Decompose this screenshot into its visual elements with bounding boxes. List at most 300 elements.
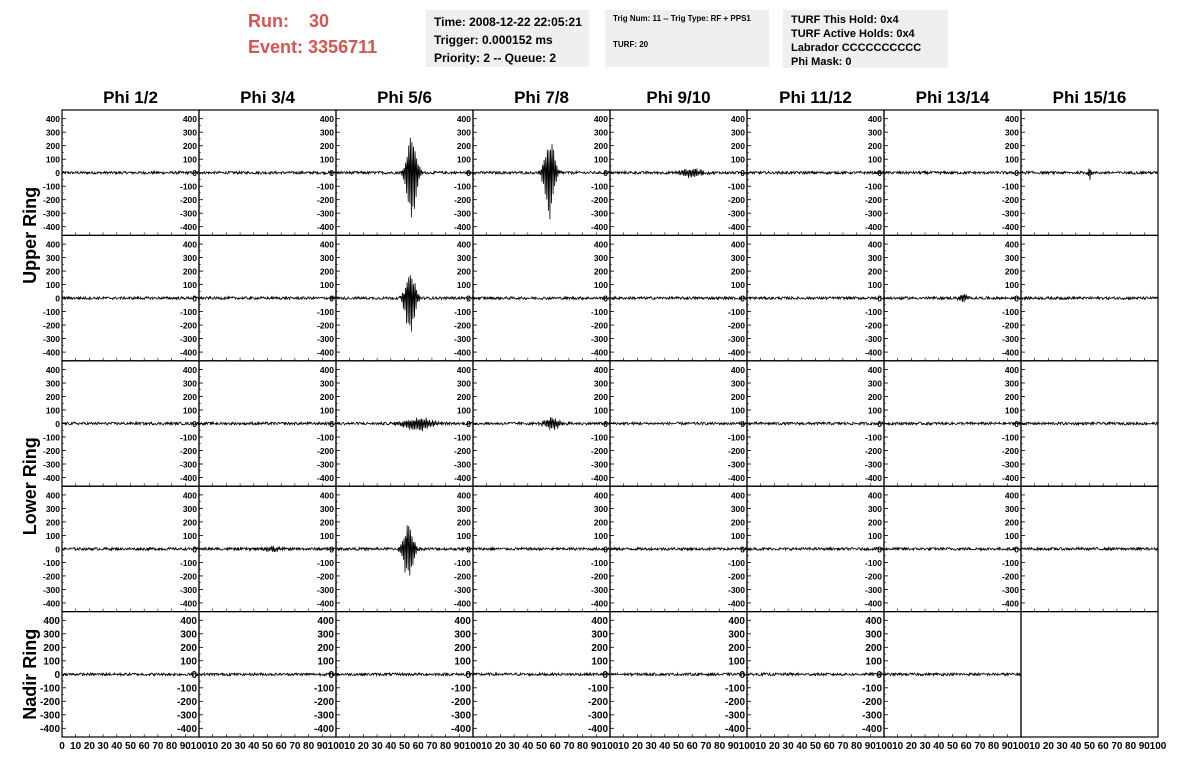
waveform-line-r3-c7 — [884, 422, 1021, 425]
y-tick-label: -200 — [1001, 195, 1019, 206]
y-tick-label: -200 — [453, 571, 471, 582]
waveform-line-r4-c2 — [199, 544, 336, 555]
y-tick-label: -300 — [179, 459, 197, 470]
x-tick-label: 10 — [344, 741, 356, 752]
y-tick-label: 200 — [319, 517, 334, 528]
x-tick-label: 100 — [601, 741, 619, 752]
y-tick-label: 0 — [1014, 544, 1019, 555]
y-tick-label: -100 — [42, 307, 60, 318]
y-tick-label: 400 — [182, 365, 197, 375]
panel-r5-c1 — [40, 612, 199, 737]
y-tick-label: -400 — [861, 723, 882, 735]
y-tick-label: 300 — [867, 503, 882, 514]
y-tick-label: 300 — [593, 378, 608, 389]
y-tick-label: 300 — [593, 503, 608, 514]
x-tick-label: 100 — [327, 741, 345, 752]
phi-mask-text: Phi Mask: 0 — [791, 56, 852, 68]
y-tick-label: -200 — [724, 696, 745, 708]
y-tick-label: 100 — [180, 656, 197, 668]
y-tick-label: 100 — [182, 280, 197, 291]
y-tick-label: 0 — [55, 293, 60, 304]
panel-r3-c1 — [43, 361, 199, 486]
waveform-line-r5-c4 — [473, 673, 610, 676]
y-tick-label: 400 — [43, 615, 60, 627]
y-tick-label: 300 — [180, 629, 197, 641]
y-tick-label: 0 — [1014, 293, 1019, 304]
y-tick-label: 0 — [603, 544, 608, 555]
waveform-line-r2-c5 — [610, 297, 747, 300]
y-tick-label: -400 — [39, 723, 60, 735]
x-tick-label: 40 — [1070, 741, 1082, 752]
turf-hold-text: TURF This Hold: 0x4 — [791, 14, 899, 26]
y-tick-label: -300 — [727, 584, 745, 595]
event-label: Event: — [248, 37, 304, 57]
y-tick-label: 0 — [329, 293, 334, 304]
y-tick-label: -400 — [453, 347, 471, 358]
y-tick-label: 300 — [182, 127, 197, 138]
x-tick-label: 50 — [672, 741, 685, 752]
y-tick-label: 200 — [45, 141, 60, 152]
x-tick-label: 80 — [714, 741, 726, 752]
y-tick-label: -100 — [42, 181, 60, 192]
y-tick-label: 200 — [317, 642, 334, 654]
y-tick-label: -200 — [864, 571, 882, 582]
y-tick-label: 200 — [1004, 392, 1019, 402]
y-tick-label: -100 — [727, 181, 745, 192]
panel-r1-c1 — [43, 110, 199, 235]
y-tick-label: -100 — [864, 307, 882, 318]
y-tick-label: 0 — [1014, 419, 1019, 429]
y-tick-label: 200 — [728, 642, 745, 654]
panel-r5-c3 — [314, 612, 473, 737]
y-tick-label: -400 — [587, 723, 608, 735]
y-tick-label: -100 — [864, 557, 882, 568]
y-tick-label: 400 — [867, 239, 882, 250]
x-tick-label: 40 — [659, 741, 671, 752]
waveform-line-r4-c8 — [1021, 548, 1158, 551]
panel-r5-c6 — [725, 612, 884, 737]
y-tick-label: -200 — [861, 696, 882, 708]
y-tick-label: -100 — [179, 181, 197, 192]
y-tick-label: -300 — [42, 334, 60, 345]
trigger-text: Trigger: 0.000152 ms — [434, 33, 553, 47]
y-tick-label: -100 — [1001, 181, 1019, 192]
y-tick-label: 100 — [867, 154, 882, 165]
x-tick-label: 40 — [248, 741, 260, 752]
y-tick-label: 400 — [319, 365, 334, 375]
panel-r2-c3 — [317, 235, 473, 360]
y-tick-label: 0 — [466, 544, 471, 555]
y-tick-label: 300 — [1004, 253, 1019, 264]
x-tick-label: 40 — [385, 741, 397, 752]
labrador-text: Labrador CCCCCCCCCC — [791, 42, 922, 54]
y-tick-label: -400 — [179, 598, 197, 609]
x-tick-label: 100 — [738, 741, 756, 752]
y-tick-label: 100 — [591, 656, 608, 668]
y-tick-label: 300 — [456, 503, 471, 514]
y-tick-label: 0 — [329, 544, 334, 555]
y-tick-label: -400 — [590, 473, 608, 483]
run-value: 30 — [309, 11, 330, 31]
y-tick-label: -100 — [42, 432, 60, 443]
y-tick-label: 100 — [182, 154, 197, 165]
y-tick-label: -400 — [316, 598, 334, 609]
y-tick-label: -300 — [179, 334, 197, 345]
y-tick-label: 400 — [317, 615, 334, 627]
x-tick-label: 50 — [1083, 741, 1096, 752]
y-tick-label: 100 — [45, 280, 60, 291]
y-tick-label: -100 — [450, 683, 471, 695]
x-tick-label: 10 — [207, 741, 219, 752]
panel-r3-c2 — [180, 361, 336, 486]
y-tick-label: -300 — [453, 334, 471, 345]
y-tick-label: -100 — [590, 181, 608, 192]
y-tick-label: 400 — [456, 114, 471, 125]
waveform-line-r4-c5 — [610, 548, 747, 551]
y-tick-label: -200 — [727, 571, 745, 582]
y-tick-label: -100 — [1001, 307, 1019, 318]
y-tick-label: 300 — [319, 378, 334, 389]
panel-r3-c4 — [454, 361, 610, 486]
waveform-line-r1-c6 — [747, 171, 884, 174]
y-tick-label: 200 — [180, 642, 197, 654]
x-tick-label: 80 — [166, 741, 178, 752]
y-tick-label: 200 — [593, 266, 608, 277]
panel-r2-c2 — [180, 235, 336, 360]
panel-r2-c8 — [1002, 235, 1158, 360]
y-tick-label: 200 — [454, 642, 471, 654]
y-tick-label: -200 — [453, 195, 471, 206]
y-tick-label: -400 — [42, 598, 60, 609]
x-tick-label: 50 — [261, 741, 274, 752]
y-tick-label: -200 — [453, 320, 471, 331]
y-tick-label: -300 — [453, 459, 471, 470]
y-tick-label: -400 — [42, 347, 60, 358]
y-tick-label: 100 — [593, 280, 608, 291]
waveform-line-r4-c1 — [62, 548, 199, 551]
y-tick-label: 300 — [730, 503, 745, 514]
waveform-line-r4-c3 — [336, 525, 473, 575]
panel-r2-c4 — [454, 235, 610, 360]
y-tick-label: -300 — [590, 208, 608, 219]
y-tick-label: 0 — [603, 293, 608, 304]
waveform-line-r5-c6 — [747, 673, 884, 676]
y-tick-label: -300 — [179, 208, 197, 219]
column-title-8: Phi 15/16 — [1052, 88, 1127, 107]
y-tick-label: 100 — [319, 530, 334, 541]
waveform-line-r3-c5 — [610, 422, 747, 425]
y-tick-label: -400 — [864, 598, 882, 609]
y-tick-label: 300 — [867, 127, 882, 138]
y-tick-label: 0 — [739, 669, 745, 681]
y-tick-label: 100 — [456, 405, 471, 416]
y-tick-label: 0 — [465, 669, 471, 681]
panel-r4-c8 — [1002, 486, 1158, 611]
y-tick-label: 200 — [1004, 141, 1019, 152]
panel-r5-c7 — [862, 612, 1021, 737]
x-tick-label: 30 — [782, 741, 794, 752]
y-tick-label: 0 — [54, 669, 60, 681]
panel-r5-c2 — [177, 612, 336, 737]
y-tick-label: 200 — [182, 266, 197, 277]
x-tick-label: 60 — [960, 741, 972, 752]
y-tick-label: 300 — [456, 127, 471, 138]
waveform-line-r4-c7 — [884, 548, 1021, 551]
y-tick-label: -400 — [316, 473, 334, 483]
y-tick-label: -400 — [727, 222, 745, 233]
y-tick-label: -100 — [176, 683, 197, 695]
y-tick-label: 0 — [328, 669, 334, 681]
x-tick-label: 10 — [481, 741, 493, 752]
y-tick-label: -100 — [179, 557, 197, 568]
x-tick-label: 80 — [988, 741, 1000, 752]
ring-label-nadir-ring: Nadir Ring — [20, 628, 40, 720]
y-tick-label: -100 — [42, 557, 60, 568]
x-tick-label: 10 — [70, 741, 82, 752]
y-tick-label: 0 — [877, 419, 882, 429]
y-tick-label: 100 — [593, 405, 608, 416]
y-tick-label: -400 — [179, 222, 197, 233]
y-tick-label: 200 — [45, 266, 60, 277]
x-tick-label: 40 — [796, 741, 808, 752]
x-tick-label: 70 — [426, 741, 438, 752]
y-tick-label: -400 — [590, 222, 608, 233]
y-tick-label: 100 — [45, 405, 60, 416]
y-tick-label: 300 — [1004, 127, 1019, 138]
y-tick-label: -300 — [316, 459, 334, 470]
x-tick-label: 60 — [1097, 741, 1109, 752]
y-tick-label: 0 — [192, 544, 197, 555]
x-tick-label: 100 — [875, 741, 893, 752]
y-tick-label: 100 — [867, 280, 882, 291]
y-tick-label: -200 — [42, 571, 60, 582]
y-tick-label: 100 — [43, 656, 60, 668]
x-tick-label: 100 — [464, 741, 482, 752]
y-tick-label: 400 — [865, 615, 882, 627]
y-tick-label: -300 — [861, 710, 882, 722]
x-tick-label: 30 — [97, 741, 109, 752]
waveform-line-r5-c3 — [336, 673, 473, 676]
x-tick-label: 40 — [111, 741, 123, 752]
y-tick-label: 300 — [593, 253, 608, 264]
y-tick-label: -100 — [39, 683, 60, 695]
y-tick-label: 400 — [730, 365, 745, 375]
waveform-line-r1-c8 — [1021, 169, 1158, 180]
panel-r1-c6 — [728, 110, 884, 235]
waveform-line-r2-c1 — [62, 297, 199, 300]
y-tick-label: 300 — [730, 127, 745, 138]
y-tick-label: -300 — [179, 584, 197, 595]
y-tick-label: 0 — [466, 293, 471, 304]
y-tick-label: 300 — [456, 378, 471, 389]
y-tick-label: -100 — [727, 557, 745, 568]
waveform-line-r2-c3 — [336, 275, 473, 331]
y-tick-label: 200 — [730, 392, 745, 402]
waveform-line-r3-c1 — [62, 422, 199, 425]
y-tick-label: 300 — [865, 629, 882, 641]
y-tick-label: 200 — [593, 392, 608, 402]
x-tick-label: 70 — [974, 741, 986, 752]
waveform-line-r3-c3 — [336, 418, 473, 432]
y-tick-label: 300 — [43, 629, 60, 641]
y-tick-label: -200 — [590, 446, 608, 456]
y-tick-label: 300 — [45, 127, 60, 138]
y-tick-label: 400 — [730, 239, 745, 250]
y-tick-label: -100 — [453, 557, 471, 568]
y-tick-label: 300 — [454, 629, 471, 641]
x-tick-label: 60 — [138, 741, 150, 752]
y-tick-label: 400 — [182, 490, 197, 501]
y-tick-label: 400 — [1004, 365, 1019, 375]
y-tick-label: -400 — [176, 723, 197, 735]
y-tick-label: 0 — [192, 293, 197, 304]
panel-r1-c4 — [454, 110, 610, 235]
y-tick-label: -300 — [724, 710, 745, 722]
y-tick-label: 200 — [865, 642, 882, 654]
y-tick-label: 200 — [867, 141, 882, 152]
y-tick-label: -300 — [42, 459, 60, 470]
waveform-line-r2-c4 — [473, 297, 610, 300]
y-tick-label: 0 — [191, 669, 197, 681]
y-tick-label: 0 — [466, 419, 471, 429]
x-tick-label: 70 — [563, 741, 575, 752]
y-tick-label: -300 — [1001, 208, 1019, 219]
waveform-line-r2-c6 — [747, 297, 884, 300]
waveform-line-r3-c8 — [1021, 422, 1158, 425]
y-tick-label: 0 — [740, 544, 745, 555]
y-tick-label: -200 — [316, 195, 334, 206]
y-tick-label: -200 — [727, 195, 745, 206]
y-tick-label: -300 — [316, 334, 334, 345]
y-tick-label: 100 — [1004, 405, 1019, 416]
y-tick-label: 300 — [728, 629, 745, 641]
y-tick-label: 200 — [182, 517, 197, 528]
y-tick-label: 200 — [456, 266, 471, 277]
y-tick-label: 400 — [182, 239, 197, 250]
y-tick-label: -400 — [727, 473, 745, 483]
y-tick-label: 0 — [877, 293, 882, 304]
y-tick-label: -200 — [39, 696, 60, 708]
y-tick-label: -100 — [864, 181, 882, 192]
x-tick-label: 10 — [618, 741, 630, 752]
y-tick-label: 0 — [876, 669, 882, 681]
y-tick-label: 0 — [1014, 168, 1019, 179]
y-tick-label: 100 — [593, 530, 608, 541]
y-tick-label: -200 — [42, 446, 60, 456]
y-tick-label: -300 — [1001, 459, 1019, 470]
y-tick-label: 200 — [730, 141, 745, 152]
y-tick-label: 400 — [319, 490, 334, 501]
x-tick-label: 40 — [933, 741, 945, 752]
y-tick-label: -100 — [316, 181, 334, 192]
y-tick-label: -400 — [42, 222, 60, 233]
y-tick-label: 200 — [867, 517, 882, 528]
y-tick-label: -300 — [864, 208, 882, 219]
y-tick-label: -400 — [1001, 222, 1019, 233]
y-tick-label: -200 — [450, 696, 471, 708]
y-tick-label: 100 — [45, 530, 60, 541]
x-tick-label: 30 — [645, 741, 657, 752]
y-tick-label: 0 — [602, 669, 608, 681]
x-tick-label: 80 — [851, 741, 863, 752]
waveform-line-r5-c7 — [884, 673, 1021, 676]
panel-r4-c4 — [454, 486, 610, 611]
y-tick-label: -100 — [316, 307, 334, 318]
y-tick-label: -400 — [453, 222, 471, 233]
y-tick-label: 400 — [456, 490, 471, 501]
column-title-3: Phi 5/6 — [377, 88, 432, 107]
waveform-line-r4-c4 — [473, 548, 610, 551]
x-tick-label: 10 — [755, 741, 767, 752]
y-tick-label: 200 — [182, 141, 197, 152]
y-tick-label: 0 — [329, 168, 334, 179]
y-tick-label: 300 — [182, 253, 197, 264]
y-tick-label: 200 — [867, 392, 882, 402]
y-tick-label: 200 — [1004, 517, 1019, 528]
y-tick-label: -100 — [724, 683, 745, 695]
y-tick-label: -400 — [42, 473, 60, 483]
y-tick-label: 0 — [192, 419, 197, 429]
y-tick-label: 200 — [456, 392, 471, 402]
y-tick-label: -100 — [316, 557, 334, 568]
y-tick-label: -200 — [864, 446, 882, 456]
y-tick-label: 400 — [319, 239, 334, 250]
panel-r4-c7 — [865, 486, 1021, 611]
run-label: Run: — [248, 11, 289, 31]
y-tick-label: 100 — [1004, 530, 1019, 541]
waveform-line-r3-c6 — [747, 422, 884, 425]
y-tick-label: -300 — [313, 710, 334, 722]
y-tick-label: 400 — [454, 615, 471, 627]
y-tick-label: -200 — [316, 320, 334, 331]
y-tick-label: 200 — [593, 517, 608, 528]
x-tick-label: 20 — [631, 741, 643, 752]
y-tick-label: 400 — [456, 365, 471, 375]
panel-r5-c4 — [451, 612, 610, 737]
x-tick-label: 100 — [1012, 741, 1030, 752]
column-title-6: Phi 11/12 — [779, 88, 852, 107]
y-tick-label: 400 — [593, 114, 608, 125]
y-tick-label: -200 — [864, 320, 882, 331]
x-tick-label: 100 — [190, 741, 208, 752]
x-tick-label: 50 — [398, 741, 411, 752]
column-title-1: Phi 1/2 — [103, 88, 158, 107]
y-tick-label: -200 — [587, 696, 608, 708]
y-tick-label: -300 — [1001, 584, 1019, 595]
panel-r2-c7 — [865, 235, 1021, 360]
x-tick-label: 30 — [508, 741, 520, 752]
y-tick-label: 0 — [740, 168, 745, 179]
panel-r5-c8 — [1021, 612, 1158, 737]
y-tick-label: -100 — [864, 432, 882, 443]
y-tick-label: -200 — [590, 571, 608, 582]
y-tick-label: 300 — [730, 378, 745, 389]
y-tick-label: -200 — [453, 446, 471, 456]
x-tick-label: 80 — [440, 741, 452, 752]
x-tick-label: 60 — [686, 741, 698, 752]
y-tick-label: 400 — [730, 490, 745, 501]
column-title-4: Phi 7/8 — [514, 88, 569, 107]
x-tick-label: 100 — [1149, 741, 1167, 752]
y-tick-label: -400 — [1001, 598, 1019, 609]
waveform-line-r4-c6 — [747, 548, 884, 551]
waveform-line-r1-c2 — [199, 171, 336, 174]
y-tick-label: -300 — [864, 334, 882, 345]
y-tick-label: -300 — [1001, 334, 1019, 345]
x-tick-label: 80 — [577, 741, 589, 752]
priority-text: Priority: 2 -- Queue: 2 — [434, 51, 557, 65]
y-tick-label: -400 — [864, 222, 882, 233]
